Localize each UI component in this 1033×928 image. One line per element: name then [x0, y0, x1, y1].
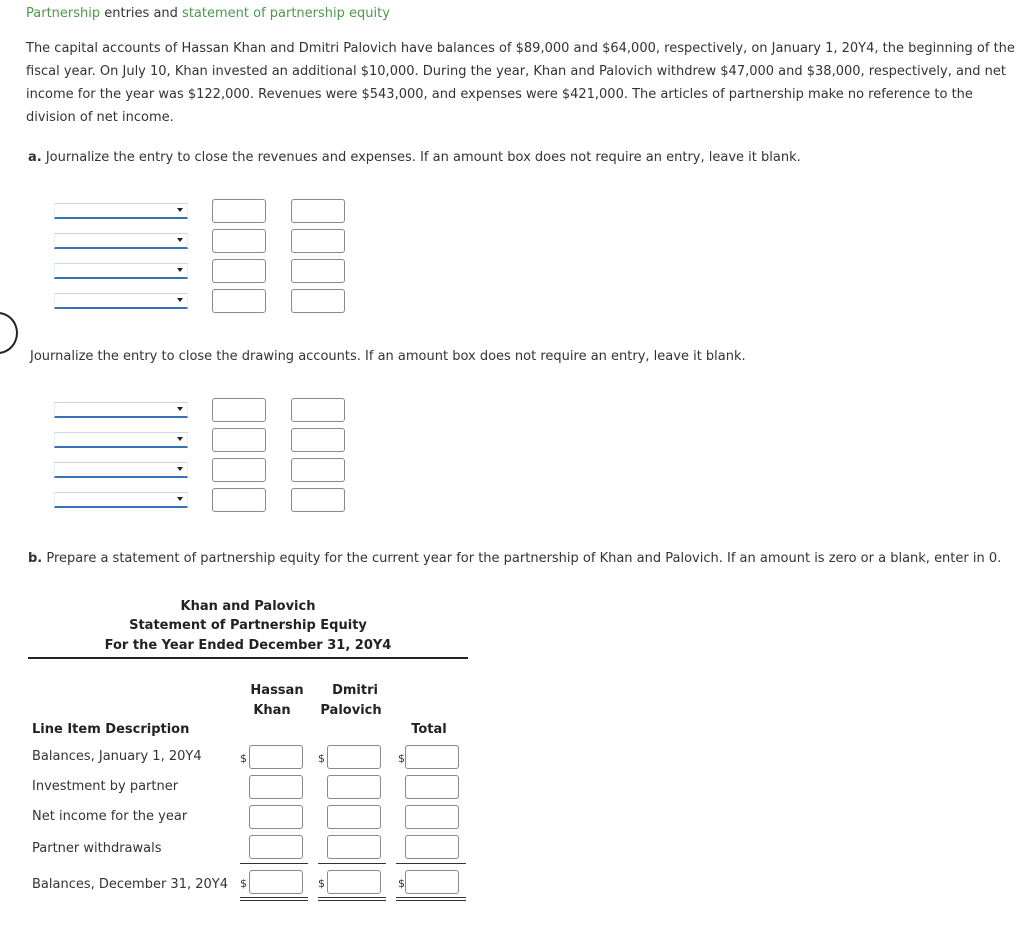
dropdown-arrow-icon [177, 298, 183, 302]
account-dropdown[interactable] [54, 432, 188, 448]
credit-input[interactable] [291, 229, 345, 253]
dropdown-arrow-icon [177, 437, 183, 441]
debit-input[interactable] [212, 199, 266, 223]
debit-input[interactable] [212, 289, 266, 313]
debit-input[interactable] [212, 428, 266, 452]
subtotal-rule [318, 863, 386, 864]
account-dropdown[interactable] [54, 233, 188, 249]
col-header-khan-first: Hassan [250, 683, 304, 698]
khan-ending-input[interactable] [249, 870, 303, 894]
account-dropdown[interactable] [54, 462, 188, 478]
row-label-beginning-balance: Balances, January 1, 20Y4 [32, 749, 202, 764]
credit-input[interactable] [291, 259, 345, 283]
account-dropdown[interactable] [54, 263, 188, 279]
debit-input[interactable] [212, 488, 266, 512]
part-a-instruction-2: Journalize the entry to close the drawing accounts. If an amount box does not require an entry, leave it blank. [30, 349, 746, 364]
khan-net-income-input[interactable] [249, 805, 303, 829]
col-header-khan-last: Khan [253, 703, 291, 718]
dollar-sign: $ [318, 752, 325, 765]
debit-input[interactable] [212, 259, 266, 283]
title-keyword-partnership: Partnership [26, 6, 101, 21]
part-a-text: Journalize the entry to close the revenues and expenses. If an amount box does not require an entry, leave it blank. [41, 150, 801, 165]
statement-header-rule [28, 657, 468, 659]
credit-input[interactable] [291, 458, 345, 482]
part-b-text: Prepare a statement of partnership equity for the current year for the partnership of Khan and Palovich. If an amount is zero or a blank, enter in 0. [42, 551, 1002, 566]
debit-input[interactable] [212, 229, 266, 253]
credit-input[interactable] [291, 488, 345, 512]
total-double-rule [396, 897, 466, 901]
problem-description: The capital accounts of Hassan Khan and Dmitri Palovich have balances of $89,000 and $64,000, respectively, on January 1, 20Y4, the beginning of the fiscal year. On July 10, Khan invested an additional $10,000. During the year, Khan and Palovich withdrew $47,000 and $38,000, respectively, and net income for the year was $122,000. Revenues were $543,000, and expenses were $421,000. The articles of partnership make no reference to the division of net income. [26, 41, 1015, 125]
row-label-net-income: Net income for the year [32, 809, 188, 824]
statement-company: Khan and Palovich [180, 599, 316, 614]
khan-withdrawals-input[interactable] [249, 835, 303, 859]
total-beginning-input[interactable] [405, 745, 459, 769]
total-double-rule [318, 897, 386, 901]
dropdown-arrow-icon [177, 497, 183, 501]
total-investment-input[interactable] [405, 775, 459, 799]
palovich-beginning-input[interactable] [327, 745, 381, 769]
dropdown-arrow-icon [177, 407, 183, 411]
credit-input[interactable] [291, 398, 345, 422]
total-net-income-input[interactable] [405, 805, 459, 829]
col-header-total: Total [411, 722, 447, 737]
debit-input[interactable] [212, 398, 266, 422]
credit-input[interactable] [291, 289, 345, 313]
subtotal-rule [240, 863, 308, 864]
title-connector: entries and [100, 6, 183, 21]
statement-name: Statement of Partnership Equity [129, 618, 367, 633]
part-b-instruction [28, 547, 1023, 570]
part-a-label: a. [28, 150, 42, 165]
title-keyword-statement: statement of partnership equity [182, 6, 390, 21]
row-label-investment: Investment by partner [32, 779, 179, 794]
khan-investment-input[interactable] [249, 775, 303, 799]
dropdown-arrow-icon [177, 208, 183, 212]
part-a-instruction [28, 150, 801, 165]
total-ending-input[interactable] [405, 870, 459, 894]
palovich-investment-input[interactable] [327, 775, 381, 799]
row-label-withdrawals: Partner withdrawals [32, 841, 162, 856]
palovich-net-income-input[interactable] [327, 805, 381, 829]
dollar-sign: $ [398, 877, 405, 890]
dropdown-arrow-icon [177, 238, 183, 242]
dollar-sign: $ [240, 752, 247, 765]
dollar-sign: $ [318, 877, 325, 890]
dollar-sign: $ [398, 752, 405, 765]
dropdown-arrow-icon [177, 467, 183, 471]
palovich-ending-input[interactable] [327, 870, 381, 894]
credit-input[interactable] [291, 428, 345, 452]
dropdown-arrow-icon [177, 268, 183, 272]
credit-input[interactable] [291, 199, 345, 223]
total-withdrawals-input[interactable] [405, 835, 459, 859]
col-header-palovich-first: Dmitri [332, 683, 378, 698]
page-title [26, 6, 390, 21]
account-dropdown[interactable] [54, 492, 188, 508]
total-double-rule [240, 897, 308, 901]
circle-marker-icon [0, 312, 18, 354]
debit-input[interactable] [212, 458, 266, 482]
subtotal-rule [396, 863, 466, 864]
account-dropdown[interactable] [54, 203, 188, 219]
col-header-palovich-last: Palovich [320, 703, 382, 718]
part-b-label: b. [28, 551, 43, 566]
account-dropdown[interactable] [54, 402, 188, 418]
account-dropdown[interactable] [54, 293, 188, 309]
row-label-ending-balance: Balances, December 31, 20Y4 [32, 877, 228, 892]
khan-beginning-input[interactable] [249, 745, 303, 769]
statement-period: For the Year Ended December 31, 20Y4 [104, 638, 392, 653]
palovich-withdrawals-input[interactable] [327, 835, 381, 859]
line-item-header: Line Item Description [32, 722, 190, 737]
dollar-sign: $ [240, 877, 247, 890]
